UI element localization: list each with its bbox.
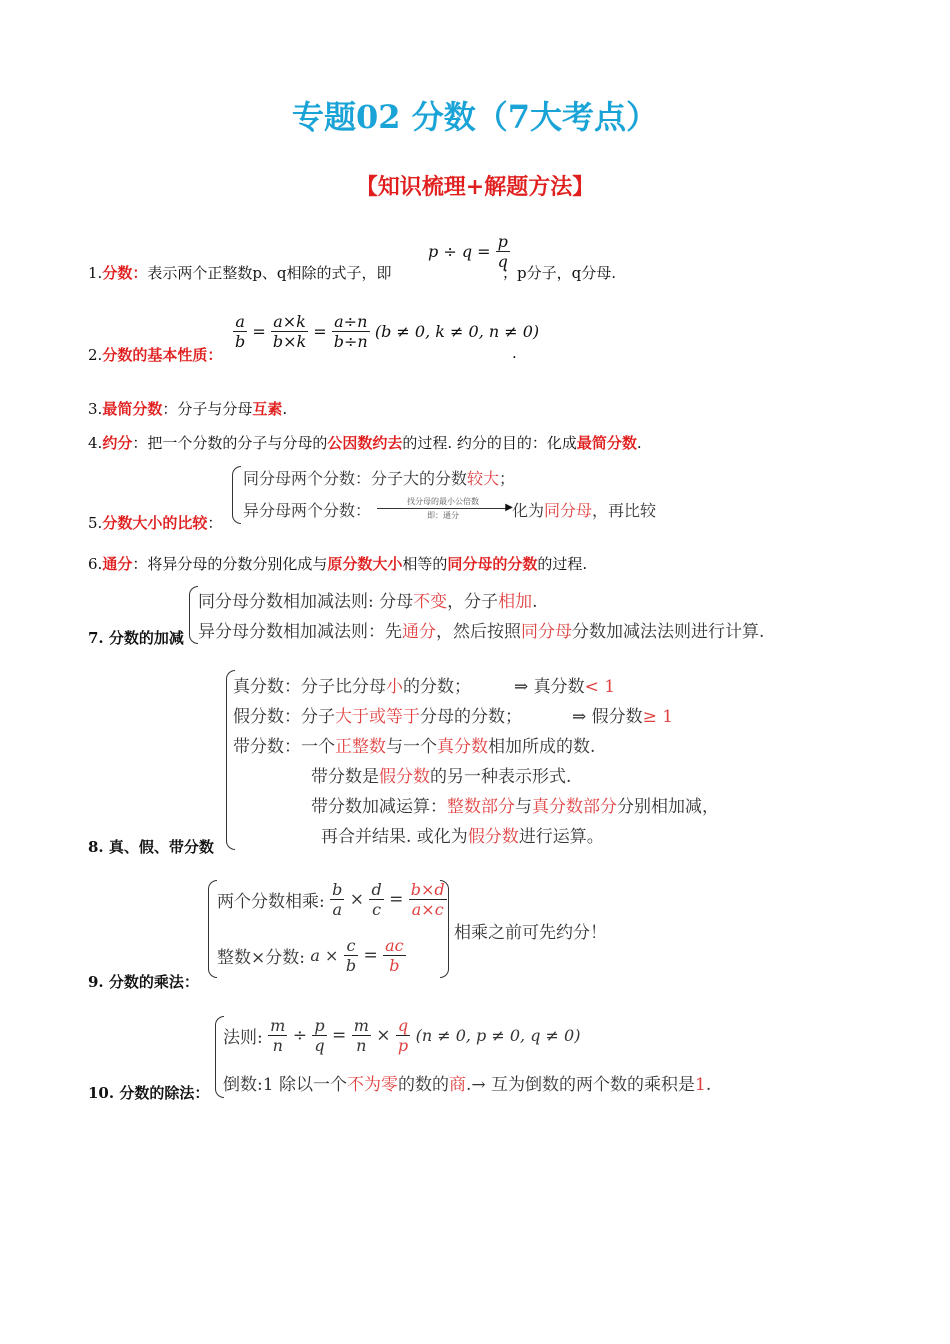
numerator: ac xyxy=(385,936,404,955)
equals: = xyxy=(363,945,378,966)
compare-line-2-end xyxy=(512,498,656,521)
add-subtract-label: 7. 分数的加减 xyxy=(88,629,184,647)
mixed-fraction-label: 8. 真、假、带分数 xyxy=(88,838,214,856)
line-text: 异分母两个分数： xyxy=(243,501,372,520)
division-label: 10. 分数的除法： xyxy=(88,1084,210,1102)
item-number: 6. xyxy=(88,555,103,573)
basic-property-formula xyxy=(233,312,539,351)
item-1-after: ；p分子，q分母. xyxy=(502,264,616,282)
item-number: 4. xyxy=(88,434,103,452)
fraction-a-b xyxy=(233,312,247,351)
line-text: . xyxy=(705,1075,712,1095)
term-compare: 分数大小的比较 xyxy=(102,514,208,532)
keyword: 商 xyxy=(448,1075,466,1095)
mixed-number-note xyxy=(311,762,571,787)
numerator: a xyxy=(233,312,247,332)
line-text: 同分母两个分数：分子大的分数 xyxy=(243,469,468,488)
numerator: b xyxy=(332,880,343,899)
line-text: 倒数:1 除以一个 xyxy=(223,1075,347,1095)
fraction-b-a xyxy=(330,880,344,919)
numerator: a÷n xyxy=(332,312,370,332)
line-text: 与 xyxy=(515,797,532,817)
denominator: a xyxy=(332,900,343,919)
line-text: ； xyxy=(499,469,516,488)
equals: = xyxy=(313,322,327,341)
lcm-arrow xyxy=(377,496,513,521)
line-text: ，分子 xyxy=(447,592,499,612)
keyword: 大于或等于 xyxy=(335,707,420,727)
brace xyxy=(208,880,217,978)
line-text: 进行运算。 xyxy=(518,827,604,847)
line-text: 的另一种表示形式. xyxy=(430,767,572,787)
divide: ÷ xyxy=(292,1025,307,1046)
arrow-label-top: 找分母的最小公倍数 xyxy=(407,497,479,506)
brace xyxy=(232,466,241,524)
term-basic-property: 分数的基本性质： xyxy=(102,346,223,364)
line-text: 化为 xyxy=(512,501,545,520)
section-subtitle: 【知识梳理+解题方法】 xyxy=(355,174,595,200)
line-text: 两个分数相乘: xyxy=(217,892,325,912)
compare-line-1 xyxy=(243,466,515,489)
line-text: 异分母分数相加减法则：先 xyxy=(198,622,402,642)
multiply-tip: 相乘之前可先约分！ xyxy=(454,923,607,943)
improper-fraction-conclusion xyxy=(572,702,673,727)
item-number: 5. xyxy=(88,514,103,532)
keyword: 同分母的分数 xyxy=(447,555,538,573)
fraction-m-n xyxy=(268,1016,287,1055)
line-text: 分别相加减， xyxy=(617,797,719,817)
line-text: 分母的分数； xyxy=(420,707,522,727)
denominator: p xyxy=(397,1036,409,1055)
colon: ： xyxy=(207,514,223,532)
line-text: 整数×分数: xyxy=(217,948,305,968)
item-2-period: . xyxy=(512,344,517,362)
line-text: 带分数：一个 xyxy=(233,737,335,757)
denominator: b÷n xyxy=(333,332,368,351)
line-text: ⇒ 假分数 xyxy=(572,707,643,727)
denominator: n xyxy=(272,1036,283,1055)
keyword: 不为零 xyxy=(346,1075,398,1095)
denominator: q xyxy=(314,1036,325,1055)
item-3 xyxy=(88,398,287,419)
keyword: 小 xyxy=(386,677,403,697)
denominator: c xyxy=(372,900,382,919)
keyword: < 1 xyxy=(584,677,616,697)
item-4 xyxy=(88,432,642,453)
keyword: 假分数 xyxy=(379,767,430,787)
keyword: 原分数大小 xyxy=(327,555,403,573)
compare-line-2 xyxy=(243,498,371,521)
proper-fraction-row xyxy=(233,672,471,697)
line-text: ，再比较 xyxy=(592,501,657,520)
mixed-number-ops xyxy=(311,792,719,817)
fraction-definition-formula xyxy=(428,232,510,271)
keyword: 较大 xyxy=(467,469,500,488)
item-text: 的过程. xyxy=(537,555,588,573)
item-6 xyxy=(88,553,587,574)
reciprocal-rule xyxy=(223,1070,711,1095)
item-text: 表示两个正整数p、q相除的式子，即 xyxy=(147,264,392,282)
keyword: 通分 xyxy=(402,622,436,642)
denominator: n xyxy=(356,1036,367,1055)
arrow-label-bottom: 即：通分 xyxy=(427,511,459,520)
keyword: 同分母 xyxy=(521,622,572,642)
item-text: ：将异分母的分数分别化成与 xyxy=(132,555,328,573)
fraction-c-b xyxy=(344,936,358,975)
multiply-rule-1 xyxy=(217,880,447,919)
arrow-head: ▶ xyxy=(505,502,513,513)
brace xyxy=(226,670,235,850)
denominator: q xyxy=(497,252,508,271)
times: × xyxy=(349,889,365,910)
line-text: 带分数加减运算： xyxy=(311,797,447,817)
numerator: q xyxy=(397,1016,409,1035)
page-title: 专题02 分数（7大考点） xyxy=(292,98,658,136)
division-rule xyxy=(223,1016,580,1055)
item-text: 的过程. 约分的目的：化成 xyxy=(402,434,577,452)
add-rule-1 xyxy=(198,587,538,612)
line-text: 法则: xyxy=(223,1028,263,1048)
right-brace xyxy=(440,880,449,978)
denominator: b xyxy=(235,332,246,351)
denominator: b xyxy=(345,956,357,975)
keyword: 1 xyxy=(695,1075,706,1095)
keyword: 同分母 xyxy=(544,501,593,520)
mixed-number-row xyxy=(233,732,595,757)
item-end: . xyxy=(282,400,288,418)
line-text: 再合并结果. 或化为 xyxy=(321,827,468,847)
line-text: 真分数：分子比分母 xyxy=(233,677,386,697)
proper-fraction-conclusion xyxy=(514,672,615,697)
condition: (n ≠ 0, p ≠ 0, q ≠ 0) xyxy=(415,1026,581,1045)
improper-fraction-row xyxy=(233,702,522,727)
keyword: 最简分数 xyxy=(576,434,637,452)
line-text: 的分数； xyxy=(403,677,471,697)
condition: (b ≠ 0, k ≠ 0, n ≠ 0) xyxy=(374,322,540,341)
arrow-shaft xyxy=(377,502,513,513)
line-text: 相加所成的数. xyxy=(488,737,596,757)
item-text: 相等的 xyxy=(402,555,448,573)
fraction-p-q xyxy=(312,1016,326,1055)
numerator: p xyxy=(497,232,508,251)
numerator: m xyxy=(270,1016,286,1035)
numerator: a×k xyxy=(271,312,308,332)
keyword: 互素 xyxy=(252,400,283,418)
keyword: 不变 xyxy=(413,592,448,612)
fraction-an-bn xyxy=(332,312,370,351)
item-5 xyxy=(88,512,222,533)
line-text: . xyxy=(532,592,538,612)
denominator: b×k xyxy=(272,332,307,351)
denominator: b xyxy=(389,956,400,975)
item-number: 2. xyxy=(88,346,103,364)
term-common-denominator: 通分 xyxy=(102,555,133,573)
numerator: b×d xyxy=(410,880,445,899)
line-text: 的数的 xyxy=(397,1075,449,1095)
term-simplest-fraction: 最简分数 xyxy=(102,400,163,418)
line-text: 同分母分数相加减法则: 分母 xyxy=(198,592,414,612)
fraction-m-n-2 xyxy=(352,1016,371,1055)
numerator: c xyxy=(344,936,358,956)
multiply-rule-2 xyxy=(217,936,406,975)
line-text: .→ 互为倒数的两个数的乘积是 xyxy=(465,1075,696,1095)
line-text: 带分数是 xyxy=(311,767,379,787)
equals: = xyxy=(252,322,266,341)
times: × xyxy=(376,1025,391,1046)
line-text: ⇒ 真分数 xyxy=(514,677,585,697)
term-reduce: 约分 xyxy=(102,434,133,452)
keyword: 真分数部分 xyxy=(532,797,617,817)
fraction-ac-b xyxy=(383,936,406,975)
item-number: 1. xyxy=(88,264,103,282)
equals: = xyxy=(389,889,404,910)
item-number: 3. xyxy=(88,400,103,418)
keyword: 相加 xyxy=(498,592,533,612)
item-end: . xyxy=(636,434,642,452)
keyword: 整数部分 xyxy=(447,797,515,817)
keyword: ≥ 1 xyxy=(642,707,674,727)
item-text: ：分子与分母 xyxy=(162,400,253,418)
line-text: 假分数：分子 xyxy=(233,707,335,727)
fraction-d-c xyxy=(369,880,383,919)
fraction-ak-bk xyxy=(271,312,308,351)
keyword: 真分数 xyxy=(437,737,488,757)
line-text: ，然后按照 xyxy=(436,622,521,642)
item-1 xyxy=(88,262,392,283)
denominator: a×c xyxy=(411,900,444,919)
fraction-q-p xyxy=(396,1016,410,1055)
keyword: 正整数 xyxy=(335,737,386,757)
add-rule-2 xyxy=(198,617,764,642)
brace xyxy=(189,586,198,644)
item-2 xyxy=(88,344,222,365)
integer: a × xyxy=(310,946,339,965)
term-fraction: 分数： xyxy=(102,264,148,282)
numerator: m xyxy=(353,1016,369,1035)
mixed-number-ops-2 xyxy=(321,822,604,847)
equals: = xyxy=(332,1025,347,1046)
numerator: d xyxy=(371,880,382,899)
formula-left: p ÷ q = xyxy=(428,242,491,261)
multiplication-label: 9. 分数的乘法： xyxy=(88,973,199,991)
item-text: ：把一个分数的分子与分母的 xyxy=(132,434,328,452)
line-text: 分数加减法法则进行计算. xyxy=(572,622,765,642)
keyword: 公因数约去 xyxy=(327,434,403,452)
numerator: p xyxy=(314,1016,325,1035)
line-text: 与一个 xyxy=(386,737,437,757)
keyword: 假分数 xyxy=(467,827,519,847)
